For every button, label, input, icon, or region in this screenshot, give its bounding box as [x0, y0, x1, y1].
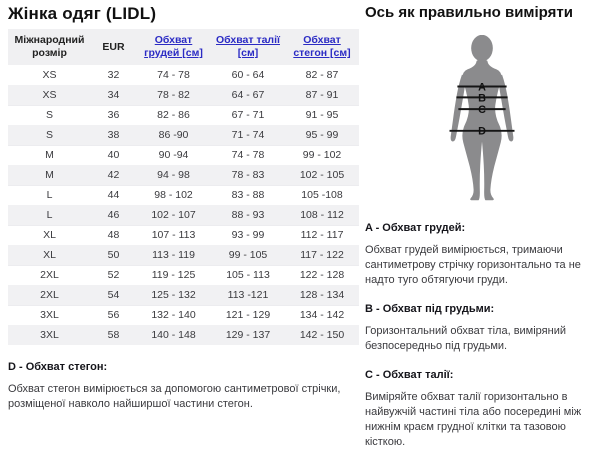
cell-eur: 58 [107, 329, 120, 341]
section-a-text: Обхват грудей вимірюється, тримаючи сантиметрову стрічку горизонтально та не надто туго обтягуючи груди. [365, 244, 581, 286]
table-row [8, 145, 359, 165]
cell-waist: 64 - 67 [231, 88, 265, 101]
col-header-chest-link[interactable] [136, 29, 211, 65]
cell-eur: 42 [107, 168, 120, 181]
cell-waist: 71 - 74 [231, 128, 265, 141]
cell-waist: 105 - 113 [226, 269, 270, 282]
size-chart-panel [8, 4, 359, 412]
cell-chest: 140 - 148 [151, 329, 196, 341]
cell-waist: 113 -121 [227, 288, 269, 301]
cell-chest: 113 - 119 [152, 248, 195, 261]
cell-size: M [45, 168, 54, 181]
note-d-heading: D - Обхват стегон: [8, 361, 108, 373]
cell-hips: 95 - 99 [305, 128, 339, 141]
table-row [8, 285, 359, 305]
cell-chest: 119 - 125 [151, 269, 196, 282]
cell-hips: 105 -108 [301, 189, 343, 202]
cell-hips: 142 - 150 [299, 329, 345, 341]
cell-waist: 93 - 99 [231, 229, 265, 242]
size-table [8, 29, 359, 345]
note-d-text: Обхват стегон вимірюється за допомогою сантиметрової стрічки, розміщеної навколо найширшої частини стегон. [8, 383, 341, 410]
cell-eur: 44 [107, 189, 120, 202]
cell-waist: 99 - 105 [228, 248, 268, 261]
cell-waist: 60 - 64 [231, 69, 265, 81]
cell-eur: 54 [107, 288, 120, 301]
waist-link-label[interactable]: Обхват талії [см] [216, 34, 280, 59]
cell-eur: 48 [107, 229, 120, 242]
section-c-heading: C - Обхват талії: [365, 369, 454, 381]
cell-chest: 82 - 86 [157, 109, 190, 122]
table-row [8, 205, 359, 225]
cell-eur: 50 [107, 248, 120, 261]
cell-chest: 74 - 78 [157, 69, 190, 81]
cell-eur: 36 [107, 109, 120, 122]
cell-waist: 83 - 88 [231, 189, 265, 202]
cell-waist: 74 - 78 [231, 149, 265, 162]
table-row [8, 125, 359, 145]
table-header-row [8, 29, 359, 65]
table-row [8, 65, 359, 85]
cell-chest: 107 - 113 [151, 229, 196, 242]
cell-eur: 52 [107, 269, 120, 282]
cell-waist: 121 - 129 [225, 309, 271, 322]
measure-label-a: A [477, 81, 486, 94]
measure-label-d: D [477, 125, 486, 138]
col-header-waist-link[interactable] [211, 29, 285, 65]
cell-chest: 86 -90 [158, 128, 189, 141]
table-row [8, 185, 359, 205]
section-c-text: Виміряйте обхват талії горизонтально в найвужчій частині тіла або посередині між нижнім краєм грудної клітки та тазовою кісткою. [365, 391, 582, 448]
cell-waist: 88 - 93 [231, 208, 265, 221]
cell-eur: 40 [107, 149, 120, 162]
table-row [8, 265, 359, 285]
measurement-figure [365, 35, 598, 207]
cell-waist: 67 - 71 [231, 109, 265, 122]
body-silhouette-icon [418, 35, 546, 203]
page-title: Жінка одяг (LIDL) [8, 4, 157, 23]
measuring-guide-panel [365, 4, 598, 450]
cell-chest: 98 - 102 [154, 189, 193, 202]
section-b-text: Горизонтальний обхват тіла, виміряний безпосередньо під грудьми. [365, 325, 566, 352]
cell-hips: 99 - 102 [302, 149, 342, 162]
cell-size: XL [43, 229, 56, 242]
cell-chest: 125 - 132 [151, 288, 196, 301]
cell-size: L [46, 189, 53, 202]
cell-waist: 129 - 137 [225, 329, 271, 341]
cell-size: 2XL [40, 288, 59, 301]
cell-eur: 56 [107, 309, 120, 322]
cell-size: S [45, 109, 53, 122]
cell-size: M [45, 149, 54, 162]
cell-hips: 82 - 87 [305, 69, 339, 81]
section-a-heading: A - Обхват грудей: [365, 222, 466, 234]
cell-hips: 87 - 91 [305, 88, 339, 101]
cell-size: 3XL [40, 329, 59, 341]
cell-eur: 32 [107, 69, 120, 81]
cell-hips: 102 - 105 [299, 168, 345, 181]
cell-eur: 34 [107, 88, 120, 101]
cell-size: XS [42, 69, 57, 81]
measuring-guide-title: Ось як правильно виміряти [365, 4, 573, 21]
cell-hips: 134 - 142 [299, 309, 345, 322]
cell-chest: 90 -94 [158, 149, 189, 162]
chest-link-label[interactable]: Обхват грудей [см] [144, 34, 203, 59]
cell-hips: 112 - 117 [300, 229, 344, 242]
table-row [8, 325, 359, 345]
cell-hips: 128 - 134 [299, 288, 345, 301]
cell-eur: 46 [107, 208, 120, 221]
cell-hips: 122 - 128 [299, 269, 345, 282]
silhouette-head [471, 35, 493, 61]
hips-link-label[interactable]: Обхват стегон [см] [293, 34, 351, 59]
cell-size: XL [43, 248, 56, 261]
cell-size: S [45, 128, 53, 141]
cell-size: 2XL [40, 269, 59, 282]
cell-size: 3XL [40, 309, 59, 322]
cell-chest: 94 - 98 [157, 168, 190, 181]
table-row [8, 105, 359, 125]
table-row [8, 225, 359, 245]
table-row [8, 165, 359, 185]
table-row [8, 245, 359, 265]
cell-size: XS [42, 88, 57, 101]
col-header-international-size: Міжнародний розмір [8, 29, 91, 65]
table-row [8, 305, 359, 325]
measure-label-c: C [477, 104, 486, 117]
cell-eur: 38 [107, 128, 120, 141]
cell-chest: 78 - 82 [157, 88, 190, 101]
cell-chest: 102 - 107 [151, 208, 196, 221]
cell-hips: 91 - 95 [305, 109, 339, 122]
cell-waist: 78 - 83 [231, 168, 265, 181]
cell-hips: 108 - 112 [300, 208, 344, 221]
cell-size: L [46, 208, 53, 221]
cell-chest: 132 - 140 [151, 309, 196, 322]
cell-hips: 117 - 122 [300, 248, 344, 261]
table-row [8, 85, 359, 105]
col-header-eur: EUR [91, 29, 136, 65]
measure-label-b: B [477, 92, 486, 105]
col-header-hips-link[interactable] [285, 29, 359, 65]
section-b-heading: B - Обхват під грудьми: [365, 303, 495, 315]
